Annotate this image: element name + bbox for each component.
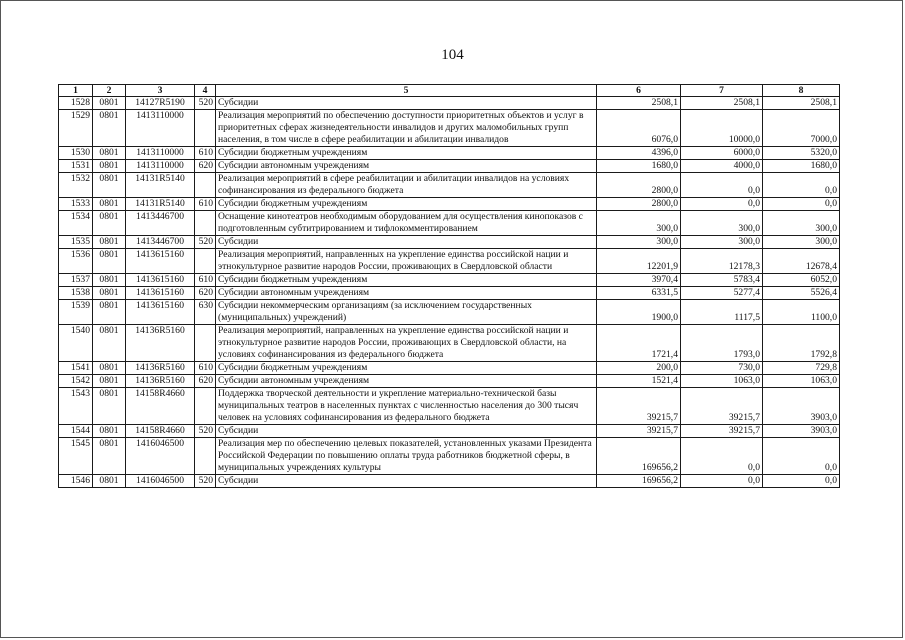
expense-type-code: 610 [195,362,216,375]
expense-type-code: 620 [195,160,216,173]
expense-type-code [195,173,216,198]
item-name: Поддержка творческой деятельности и укрепление материально-технической базы муниципальных театров в населенных пунктах с численностью населения до 300 тысяч человек на условиях софинансирования из федерального бюджета [216,388,597,425]
item-name: Субсидии [216,236,597,249]
table-row [59,249,840,274]
item-name: Субсидии бюджетным учреждениям [216,362,597,375]
amount-col8: 2508,1 [763,97,840,110]
table-row [59,236,840,249]
item-name: Оснащение кинотеатров необходимым оборудованием для осуществления кинопоказов с подготовленным субтитрированием и тифлокомментированием [216,211,597,236]
column-header: 8 [763,85,840,97]
row-number: 1539 [59,300,93,325]
section-code: 0801 [93,438,126,475]
expense-type-code [195,211,216,236]
column-header: 7 [681,85,763,97]
section-code: 0801 [93,425,126,438]
section-code: 0801 [93,236,126,249]
amount-col6: 1721,4 [597,325,681,362]
row-number: 1533 [59,198,93,211]
section-code: 0801 [93,375,126,388]
table-row [59,475,840,488]
amount-col6: 2800,0 [597,173,681,198]
amount-col6: 300,0 [597,236,681,249]
section-code: 0801 [93,211,126,236]
item-name: Субсидии бюджетным учреждениям [216,147,597,160]
page-number: 104 [441,47,464,63]
row-number: 1536 [59,249,93,274]
row-number: 1537 [59,274,93,287]
item-name: Реализация мер по обеспечению целевых показателей, установленных указами Президента Российской Федерации по повышению оплаты труда работников бюджетной сферы, в муниципальных учреждениях культуры [216,438,597,475]
row-number: 1543 [59,388,93,425]
row-number: 1532 [59,173,93,198]
target-code: 14127R5190 [126,97,195,110]
amount-col6: 3970,4 [597,274,681,287]
header-row [59,85,840,97]
column-header: 5 [216,85,597,97]
amount-col6: 12201,9 [597,249,681,274]
amount-col6: 6331,5 [597,287,681,300]
row-number: 1534 [59,211,93,236]
item-name: Субсидии [216,97,597,110]
section-code: 0801 [93,160,126,173]
amount-col7: 12178,3 [681,249,763,274]
amount-col6: 39215,7 [597,388,681,425]
amount-col7: 10000,0 [681,110,763,147]
section-code: 0801 [93,173,126,198]
section-code: 0801 [93,110,126,147]
item-name: Реализация мероприятий, направленных на укрепление единства российской нации и этнокультурное развитие народов России, проживающих в Свердловской области [216,249,597,274]
section-code: 0801 [93,287,126,300]
amount-col6: 6076,0 [597,110,681,147]
row-number: 1540 [59,325,93,362]
amount-col6: 1900,0 [597,300,681,325]
amount-col8: 0,0 [763,173,840,198]
amount-col6: 200,0 [597,362,681,375]
expense-type-code: 520 [195,475,216,488]
section-code: 0801 [93,475,126,488]
amount-col8: 5526,4 [763,287,840,300]
table-row [59,97,840,110]
amount-col7: 39215,7 [681,388,763,425]
expense-type-code: 520 [195,236,216,249]
section-code: 0801 [93,300,126,325]
target-code: 1416046500 [126,475,195,488]
row-number: 1529 [59,110,93,147]
amount-col8: 6052,0 [763,274,840,287]
expense-type-code: 520 [195,97,216,110]
section-code: 0801 [93,274,126,287]
amount-col6: 1680,0 [597,160,681,173]
target-code: 14158R4660 [126,425,195,438]
amount-col6: 4396,0 [597,147,681,160]
amount-col8: 1680,0 [763,160,840,173]
amount-col8: 1100,0 [763,300,840,325]
amount-col8: 12678,4 [763,249,840,274]
amount-col8: 1792,8 [763,325,840,362]
table-row [59,173,840,198]
amount-col7: 1117,5 [681,300,763,325]
target-code: 14136R5160 [126,375,195,388]
amount-col8: 3903,0 [763,388,840,425]
table-row [59,375,840,388]
amount-col6: 2800,0 [597,198,681,211]
table-row [59,287,840,300]
table-row [59,211,840,236]
amount-col8: 0,0 [763,438,840,475]
budget-table [58,84,840,488]
row-number: 1528 [59,97,93,110]
item-name: Субсидии [216,475,597,488]
amount-col6: 300,0 [597,211,681,236]
table-row [59,325,840,362]
amount-col7: 4000,0 [681,160,763,173]
row-number: 1535 [59,236,93,249]
row-number: 1530 [59,147,93,160]
expense-type-code [195,438,216,475]
column-header: 4 [195,85,216,97]
amount-col6: 169656,2 [597,438,681,475]
item-name: Субсидии [216,425,597,438]
table-row [59,425,840,438]
expense-type-code [195,388,216,425]
target-code: 1413615160 [126,249,195,274]
item-name: Субсидии бюджетным учреждениям [216,198,597,211]
amount-col8: 1063,0 [763,375,840,388]
amount-col8: 3903,0 [763,425,840,438]
expense-type-code: 620 [195,375,216,388]
row-number: 1542 [59,375,93,388]
column-header: 6 [597,85,681,97]
column-header: 2 [93,85,126,97]
target-code: 14136R5160 [126,362,195,375]
row-number: 1545 [59,438,93,475]
row-number: 1538 [59,287,93,300]
target-code: 1413615160 [126,300,195,325]
amount-col8: 0,0 [763,475,840,488]
target-code: 14136R5160 [126,325,195,362]
amount-col7: 39215,7 [681,425,763,438]
amount-col6: 1521,4 [597,375,681,388]
amount-col7: 730,0 [681,362,763,375]
amount-col7: 2508,1 [681,97,763,110]
section-code: 0801 [93,325,126,362]
expense-type-code: 610 [195,147,216,160]
section-code: 0801 [93,249,126,274]
amount-col7: 300,0 [681,236,763,249]
expense-type-code: 630 [195,300,216,325]
target-code: 1416046500 [126,438,195,475]
column-header: 1 [59,85,93,97]
amount-col7: 6000,0 [681,147,763,160]
item-name: Субсидии автономным учреждениям [216,287,597,300]
table-row [59,438,840,475]
item-name: Реализация мероприятий по обеспечению доступности приоритетных объектов и услуг в приоритетных сферах жизнедеятельности инвалидов и других маломобильных групп населения, в том числе в сфере реабилитации и абилитации инвалидов [216,110,597,147]
amount-col8: 729,8 [763,362,840,375]
target-code: 1413446700 [126,236,195,249]
table-row [59,147,840,160]
target-code: 1413110000 [126,110,195,147]
section-code: 0801 [93,147,126,160]
row-number: 1531 [59,160,93,173]
amount-col7: 0,0 [681,438,763,475]
row-number: 1541 [59,362,93,375]
target-code: 14158R4660 [126,388,195,425]
table-row [59,362,840,375]
item-name: Субсидии автономным учреждениям [216,160,597,173]
amount-col7: 0,0 [681,198,763,211]
target-code: 14131R5140 [126,198,195,211]
section-code: 0801 [93,198,126,211]
expense-type-code [195,249,216,274]
target-code: 1413446700 [126,211,195,236]
expense-type-code: 610 [195,198,216,211]
amount-col7: 0,0 [681,475,763,488]
expense-type-code: 620 [195,287,216,300]
table-row [59,274,840,287]
amount-col7: 5783,4 [681,274,763,287]
amount-col8: 300,0 [763,211,840,236]
amount-col7: 1793,0 [681,325,763,362]
amount-col6: 2508,1 [597,97,681,110]
amount-col6: 169656,2 [597,475,681,488]
target-code: 1413615160 [126,274,195,287]
table-row [59,198,840,211]
section-code: 0801 [93,388,126,425]
item-name: Субсидии некоммерческим организациям (за исключением государственных (муниципальных) учреждений) [216,300,597,325]
section-code: 0801 [93,97,126,110]
amount-col8: 300,0 [763,236,840,249]
target-code: 1413110000 [126,147,195,160]
amount-col8: 7000,0 [763,110,840,147]
row-number: 1544 [59,425,93,438]
table-row [59,388,840,425]
target-code: 1413615160 [126,287,195,300]
amount-col7: 300,0 [681,211,763,236]
table-row [59,160,840,173]
target-code: 14131R5140 [126,173,195,198]
table-row [59,300,840,325]
target-code: 1413110000 [126,160,195,173]
item-name: Реализация мероприятий, направленных на укрепление единства российской нации и этнокультурное развитие народов России, проживающих в Свердловской области, на условиях софинансирования из федерального бюджета [216,325,597,362]
amount-col7: 0,0 [681,173,763,198]
column-header: 3 [126,85,195,97]
expense-type-code [195,110,216,147]
amount-col7: 5277,4 [681,287,763,300]
expense-type-code [195,325,216,362]
amount-col8: 0,0 [763,198,840,211]
table-row [59,110,840,147]
item-name: Субсидии бюджетным учреждениям [216,274,597,287]
item-name: Реализация мероприятий в сфере реабилитации и абилитации инвалидов на условиях софинансирования из федерального бюджета [216,173,597,198]
amount-col7: 1063,0 [681,375,763,388]
row-number: 1546 [59,475,93,488]
section-code: 0801 [93,362,126,375]
amount-col8: 5320,0 [763,147,840,160]
amount-col6: 39215,7 [597,425,681,438]
item-name: Субсидии автономным учреждениям [216,375,597,388]
expense-type-code: 610 [195,274,216,287]
expense-type-code: 520 [195,425,216,438]
